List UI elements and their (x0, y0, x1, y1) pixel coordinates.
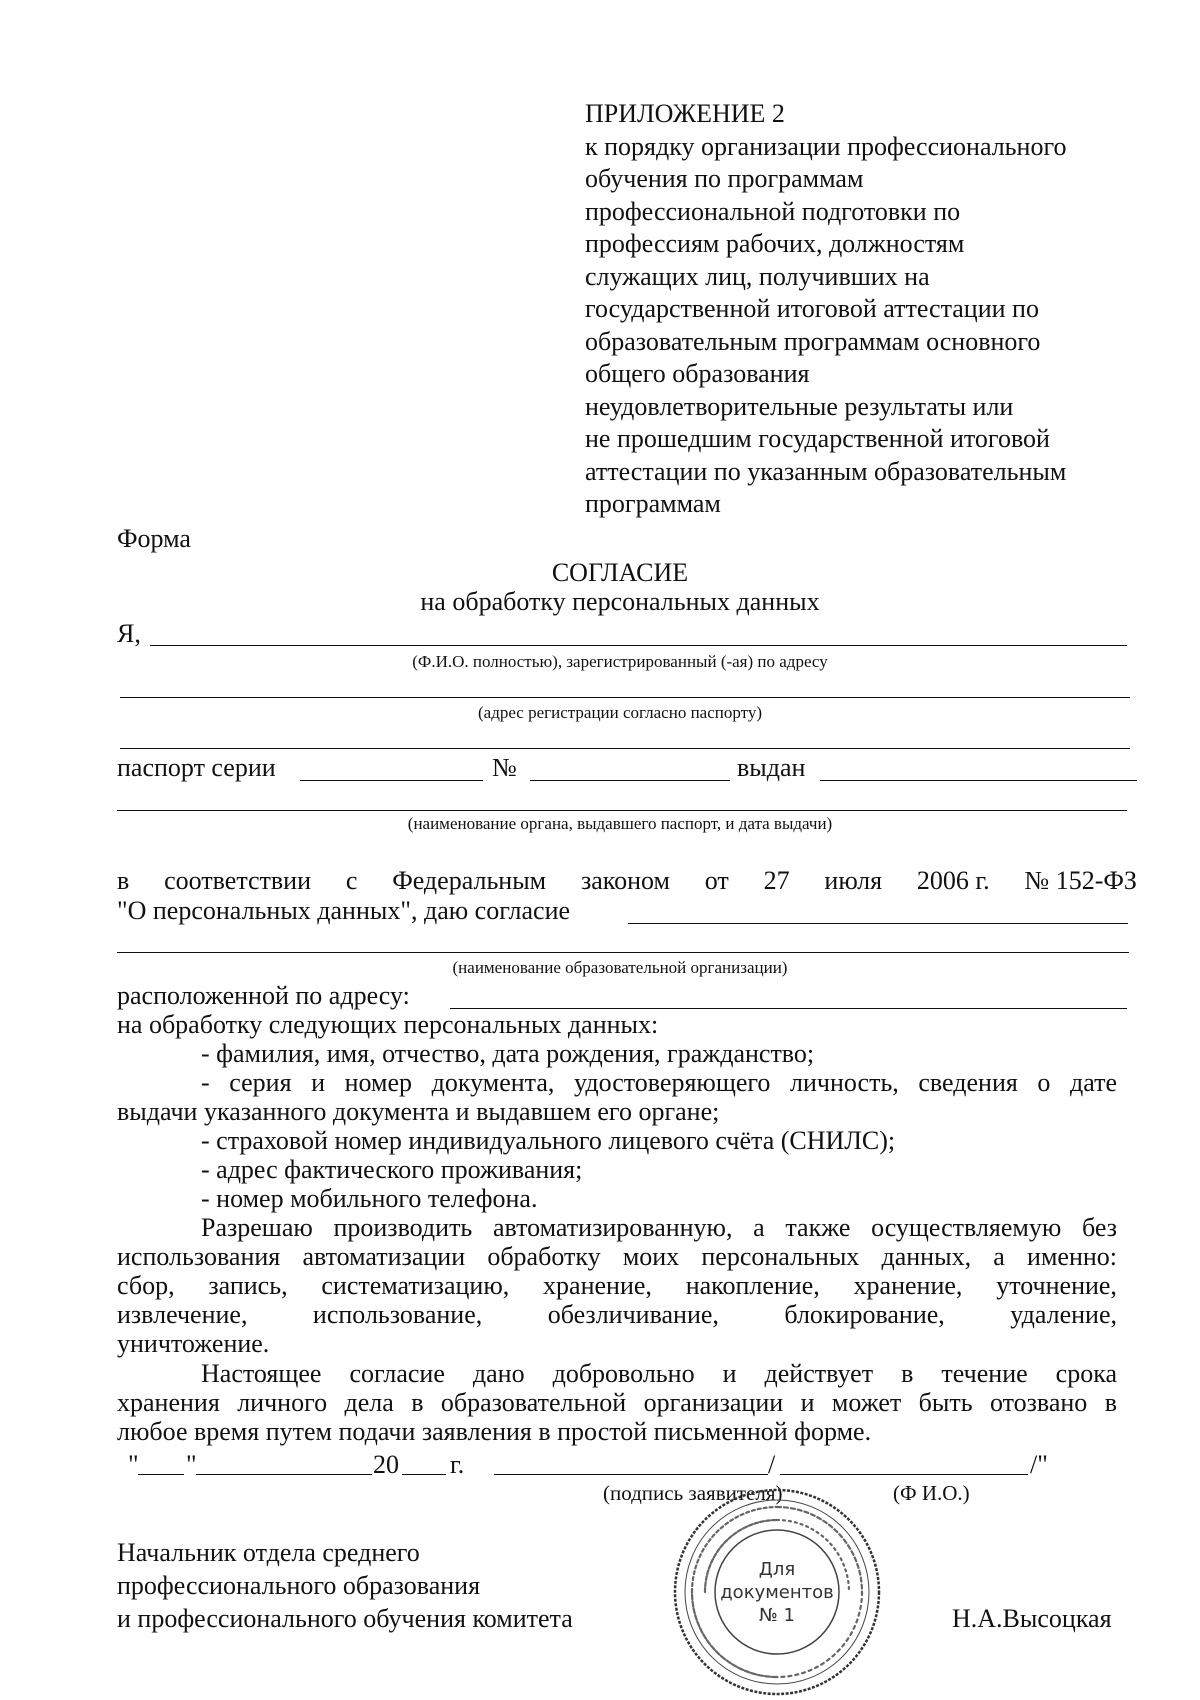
appendix-line: служащих лиц, получивших на (585, 261, 930, 291)
position-line: и профессионального обучения комитета (117, 1604, 573, 1633)
signature-slash: / (768, 1450, 776, 1479)
form-label: Форма (117, 524, 191, 553)
signatory-name: Н.А.Высоцкая (952, 1604, 1112, 1633)
law-word: от (704, 866, 729, 895)
appendix-header (585, 98, 1145, 521)
law-word: соответствии (164, 866, 312, 895)
date-quote-close: " (186, 1450, 197, 1479)
law-word: Федеральным (392, 866, 547, 895)
word: использование, (312, 1300, 483, 1329)
passport-series-field[interactable] (300, 780, 483, 781)
stamp-text: Для (758, 1559, 796, 1580)
appendix-line: неудовлетворительные результаты или (585, 391, 1014, 421)
law-word: с (345, 866, 358, 895)
organization-field-2[interactable] (117, 952, 1129, 953)
issuer-caption: (наименование органа, выдавшего паспорт, и дата выдачи) (407, 814, 833, 833)
signature-field[interactable] (494, 1474, 768, 1475)
appendix-line: аттестации по указанным образовательным (585, 456, 1067, 486)
appendix-line: государственной итоговой аттестации по (585, 294, 1039, 323)
date-year-suffix: г. (450, 1450, 465, 1479)
position-line: Начальник отдела среднего (117, 1538, 420, 1567)
word: извлечение, (117, 1300, 248, 1329)
permission-paragraph (117, 1213, 1117, 1358)
processing-intro: на обработку следующих персональных данных: (117, 1010, 659, 1039)
address-caption: (адрес регистрации согласно паспорту) (477, 703, 762, 722)
word: систематизацию, (321, 1271, 510, 1300)
paragraph-line: использования автоматизации обработку моих персональных данных, а именно: (117, 1242, 1117, 1271)
list-item: выдачи указанного документа и выдавшем его органе; (117, 1097, 720, 1126)
position-line: профессионального образования (117, 1571, 481, 1600)
law-word: в (117, 866, 130, 895)
appendix-line: обучения по программам (585, 164, 864, 193)
fio-field[interactable] (150, 645, 1127, 646)
appendix-line: общего образования (585, 359, 810, 388)
appendix-line: образовательным программам основного (585, 326, 1041, 356)
appendix-line: не прошедшим государственной итоговой (585, 424, 1050, 453)
word: хранение, (853, 1271, 963, 1300)
date-quote-open: " (128, 1450, 139, 1479)
fio-caption: (Ф.И.О. полностью), зарегистрированный (-ая) по адресу (412, 652, 828, 671)
word: хранение, (543, 1271, 652, 1300)
law-line-2: "О персональных данных", даю согласие (117, 896, 571, 925)
paragraph-line: любое время путем подачи заявления в простой письменной форме. (117, 1417, 872, 1446)
paragraph-line: уничтожение. (117, 1329, 270, 1358)
law-word: июля (824, 866, 883, 895)
list-item: - фамилия, имя, отчество, дата рождения, гражданство; (201, 1039, 815, 1068)
passport-number-field[interactable] (530, 780, 730, 781)
stamp-text: № 1 (759, 1605, 795, 1626)
paragraph-line: Настоящее согласие дано добровольно и действует в течение срока (201, 1359, 1117, 1388)
passport-number-label: № (492, 753, 517, 782)
signature-fio-field[interactable] (780, 1474, 1028, 1475)
date-month-field[interactable] (196, 1474, 372, 1475)
list-item: - страховой номер индивидуального лицевого счёта (СНИЛС); (201, 1126, 896, 1155)
validity-paragraph (117, 1359, 1117, 1446)
appendix-line: профессиям рабочих, должностям (585, 229, 965, 258)
signature-end: /" (1030, 1450, 1048, 1479)
appendix-line: программам (585, 489, 721, 518)
data-items-list (117, 1039, 1117, 1213)
i-label: Я, (117, 619, 141, 648)
official-stamp (670, 1485, 885, 1700)
paragraph-line (117, 1271, 1117, 1300)
list-item: - серия и номер документа, удостоверяющего личность, сведения о дате (201, 1068, 1117, 1097)
organization-caption: (наименование образовательной организации) (452, 958, 788, 977)
law-word: законом (580, 866, 670, 895)
word: накопление, (685, 1271, 820, 1300)
law-word: 27 (763, 866, 790, 895)
signature-fio-caption: (Ф И.О.) (893, 1481, 970, 1505)
located-label: расположенной по адресу: (117, 981, 410, 1010)
paragraph-line: хранения личного дела в образовательной организации и может быть отозвано в (117, 1388, 1117, 1417)
list-item: - номер мобильного телефона. (201, 1184, 538, 1213)
document-subtitle: на обработку персональных данных (420, 587, 820, 616)
law-line (117, 864, 1137, 897)
address-field[interactable] (120, 697, 1130, 698)
organization-field[interactable] (628, 923, 1128, 924)
word: запись, (208, 1271, 288, 1300)
date-day-field[interactable] (138, 1474, 184, 1475)
word: блокирование, (784, 1300, 945, 1329)
word: уточнение, (996, 1271, 1117, 1300)
issued-by-field[interactable] (820, 780, 1137, 781)
word: сбор, (117, 1271, 175, 1300)
law-word: 2006 г. (916, 866, 990, 895)
appendix-title: ПРИЛОЖЕНИЕ 2 (585, 99, 785, 128)
appendix-line: профессиональной подготовки по (585, 196, 961, 226)
stamp-text: документов (720, 1582, 834, 1603)
passport-series-label: паспорт серии (117, 753, 276, 782)
paragraph-line: Разрешаю производить автоматизированную, а также осуществляемую без (201, 1213, 1117, 1242)
date-year-field[interactable] (402, 1474, 446, 1475)
date-year-prefix: 20 (373, 1450, 399, 1479)
issuer-field[interactable] (117, 810, 1127, 811)
signature-caption: (подпись заявителя) (603, 1481, 783, 1505)
document-title: СОГЛАСИЕ (551, 558, 689, 587)
word: удаление, (1010, 1300, 1117, 1329)
address-field-2[interactable] (120, 748, 1130, 749)
appendix-line: к порядку организации профессионального (585, 131, 1067, 161)
issued-label: выдан (737, 753, 806, 782)
word: обезличивание, (547, 1300, 719, 1329)
paragraph-line (117, 1300, 1117, 1329)
list-item: - адрес фактического проживания; (201, 1155, 583, 1184)
law-word: № 152-ФЗ (1024, 866, 1137, 895)
